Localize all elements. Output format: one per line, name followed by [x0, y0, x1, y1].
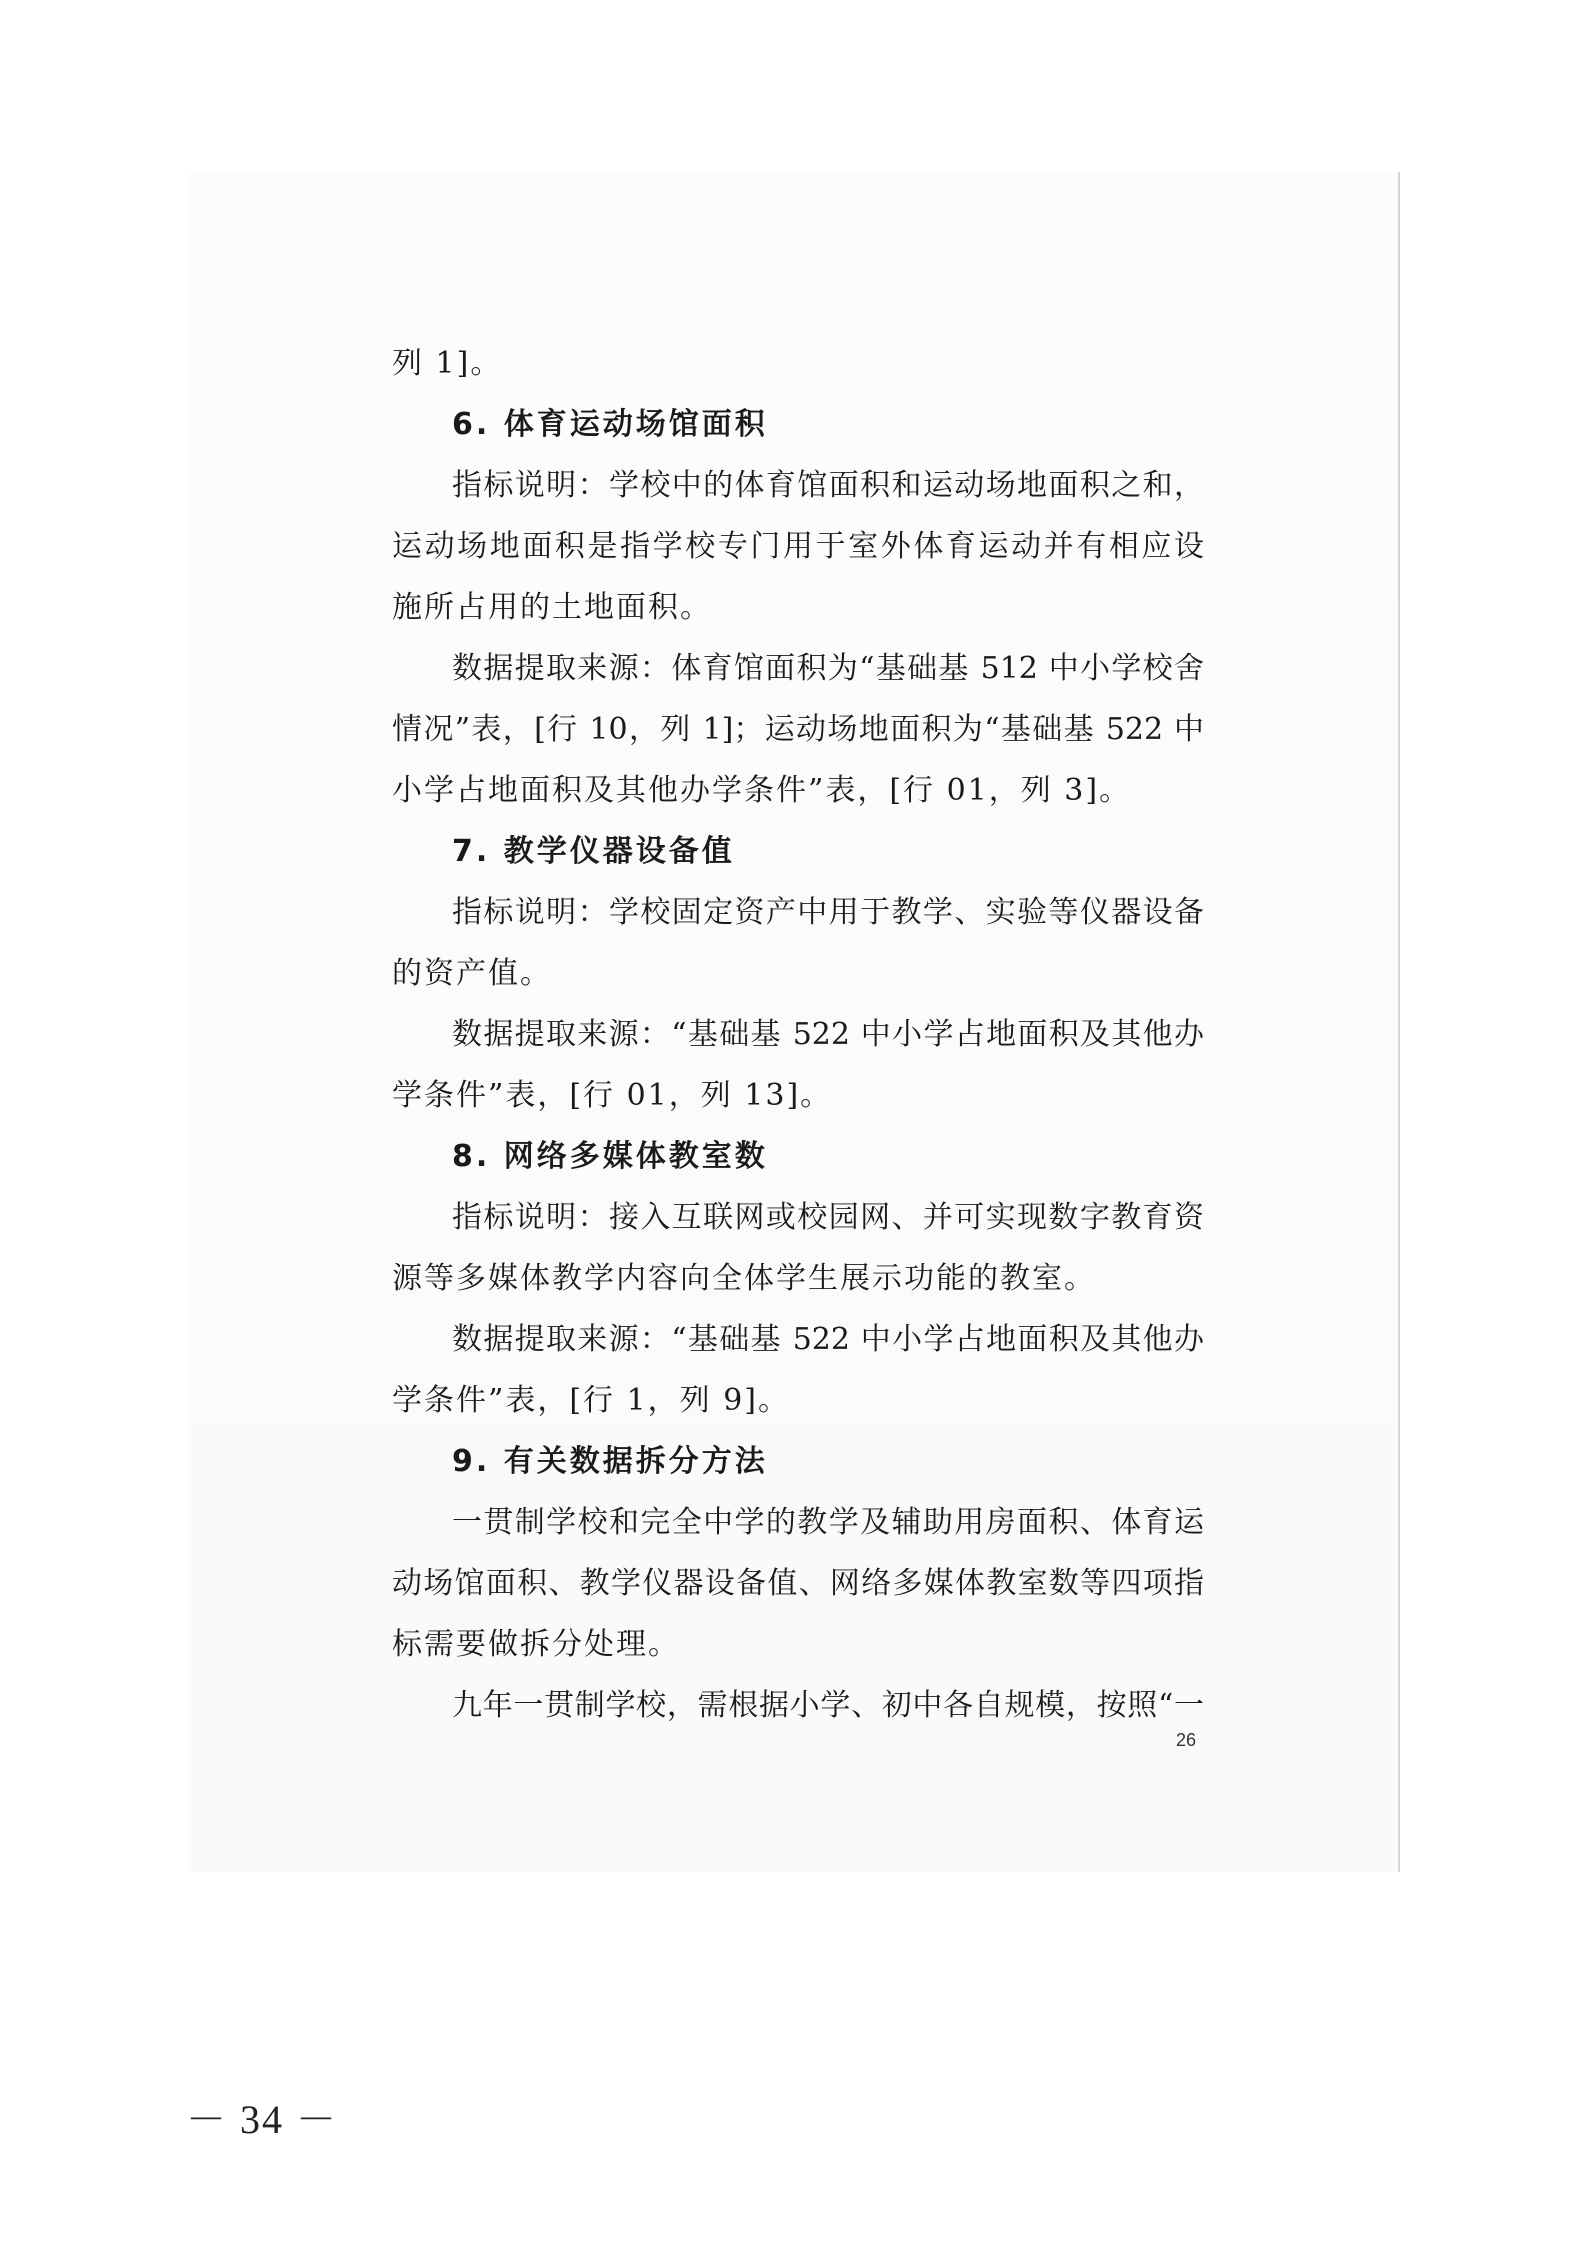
body-line: 小学占地面积及其他办学条件”表，[行 01，列 3]。 — [392, 773, 1132, 808]
body-line: 指标说明：学校中的体育馆面积和运动场地面积之和， — [452, 468, 1204, 503]
body-line: 九年一贯制学校，需根据小学、初中各自规模，按照“一 — [452, 1688, 1204, 1723]
body-line: 数据提取来源：“基础基 522 中小学占地面积及其他办 — [452, 1322, 1204, 1357]
sheet-edge — [1398, 172, 1400, 1872]
body-line: 施所占用的土地面积。 — [392, 590, 712, 625]
body-line: 数据提取来源：“基础基 522 中小学占地面积及其他办 — [452, 1017, 1204, 1052]
body-line: 情况”表，[行 10，列 1]；运动场地面积为“基础基 522 中 — [392, 712, 1204, 747]
body-line: 运动场地面积是指学校专门用于室外体育运动并有相应设 — [392, 529, 1204, 564]
section-heading: 7. 教学仪器设备值 — [452, 834, 735, 869]
body-line: 指标说明：学校固定资产中用于教学、实验等仪器设备 — [452, 895, 1204, 930]
body-line: 标需要做拆分处理。 — [392, 1627, 680, 1662]
document-body — [392, 345, 1204, 1748]
body-line: 指标说明：接入互联网或校园网、并可实现数字教育资 — [452, 1200, 1204, 1235]
body-line: 的资产值。 — [392, 956, 552, 991]
inner-page-number: 26 — [1176, 1730, 1197, 1750]
section-heading: 8. 网络多媒体教室数 — [452, 1139, 768, 1174]
section-heading: 6. 体育运动场馆面积 — [452, 407, 768, 442]
body-line: 列 1]。 — [392, 346, 503, 381]
body-line: 动场馆面积、教学仪器设备值、网络多媒体教室数等四项指 — [392, 1566, 1204, 1601]
section-heading: 9. 有关数据拆分方法 — [452, 1444, 768, 1479]
outer-page-number: － 34 － — [186, 2097, 338, 2142]
body-line: 学条件”表，[行 01，列 13]。 — [392, 1078, 833, 1113]
body-line: 一贯制学校和完全中学的教学及辅助用房面积、体育运 — [452, 1505, 1204, 1540]
body-line: 数据提取来源：体育馆面积为“基础基 512 中小学校舍 — [452, 651, 1204, 686]
body-line: 源等多媒体教学内容向全体学生展示功能的教室。 — [392, 1261, 1096, 1296]
body-line: 学条件”表，[行 1，列 9]。 — [392, 1383, 790, 1418]
